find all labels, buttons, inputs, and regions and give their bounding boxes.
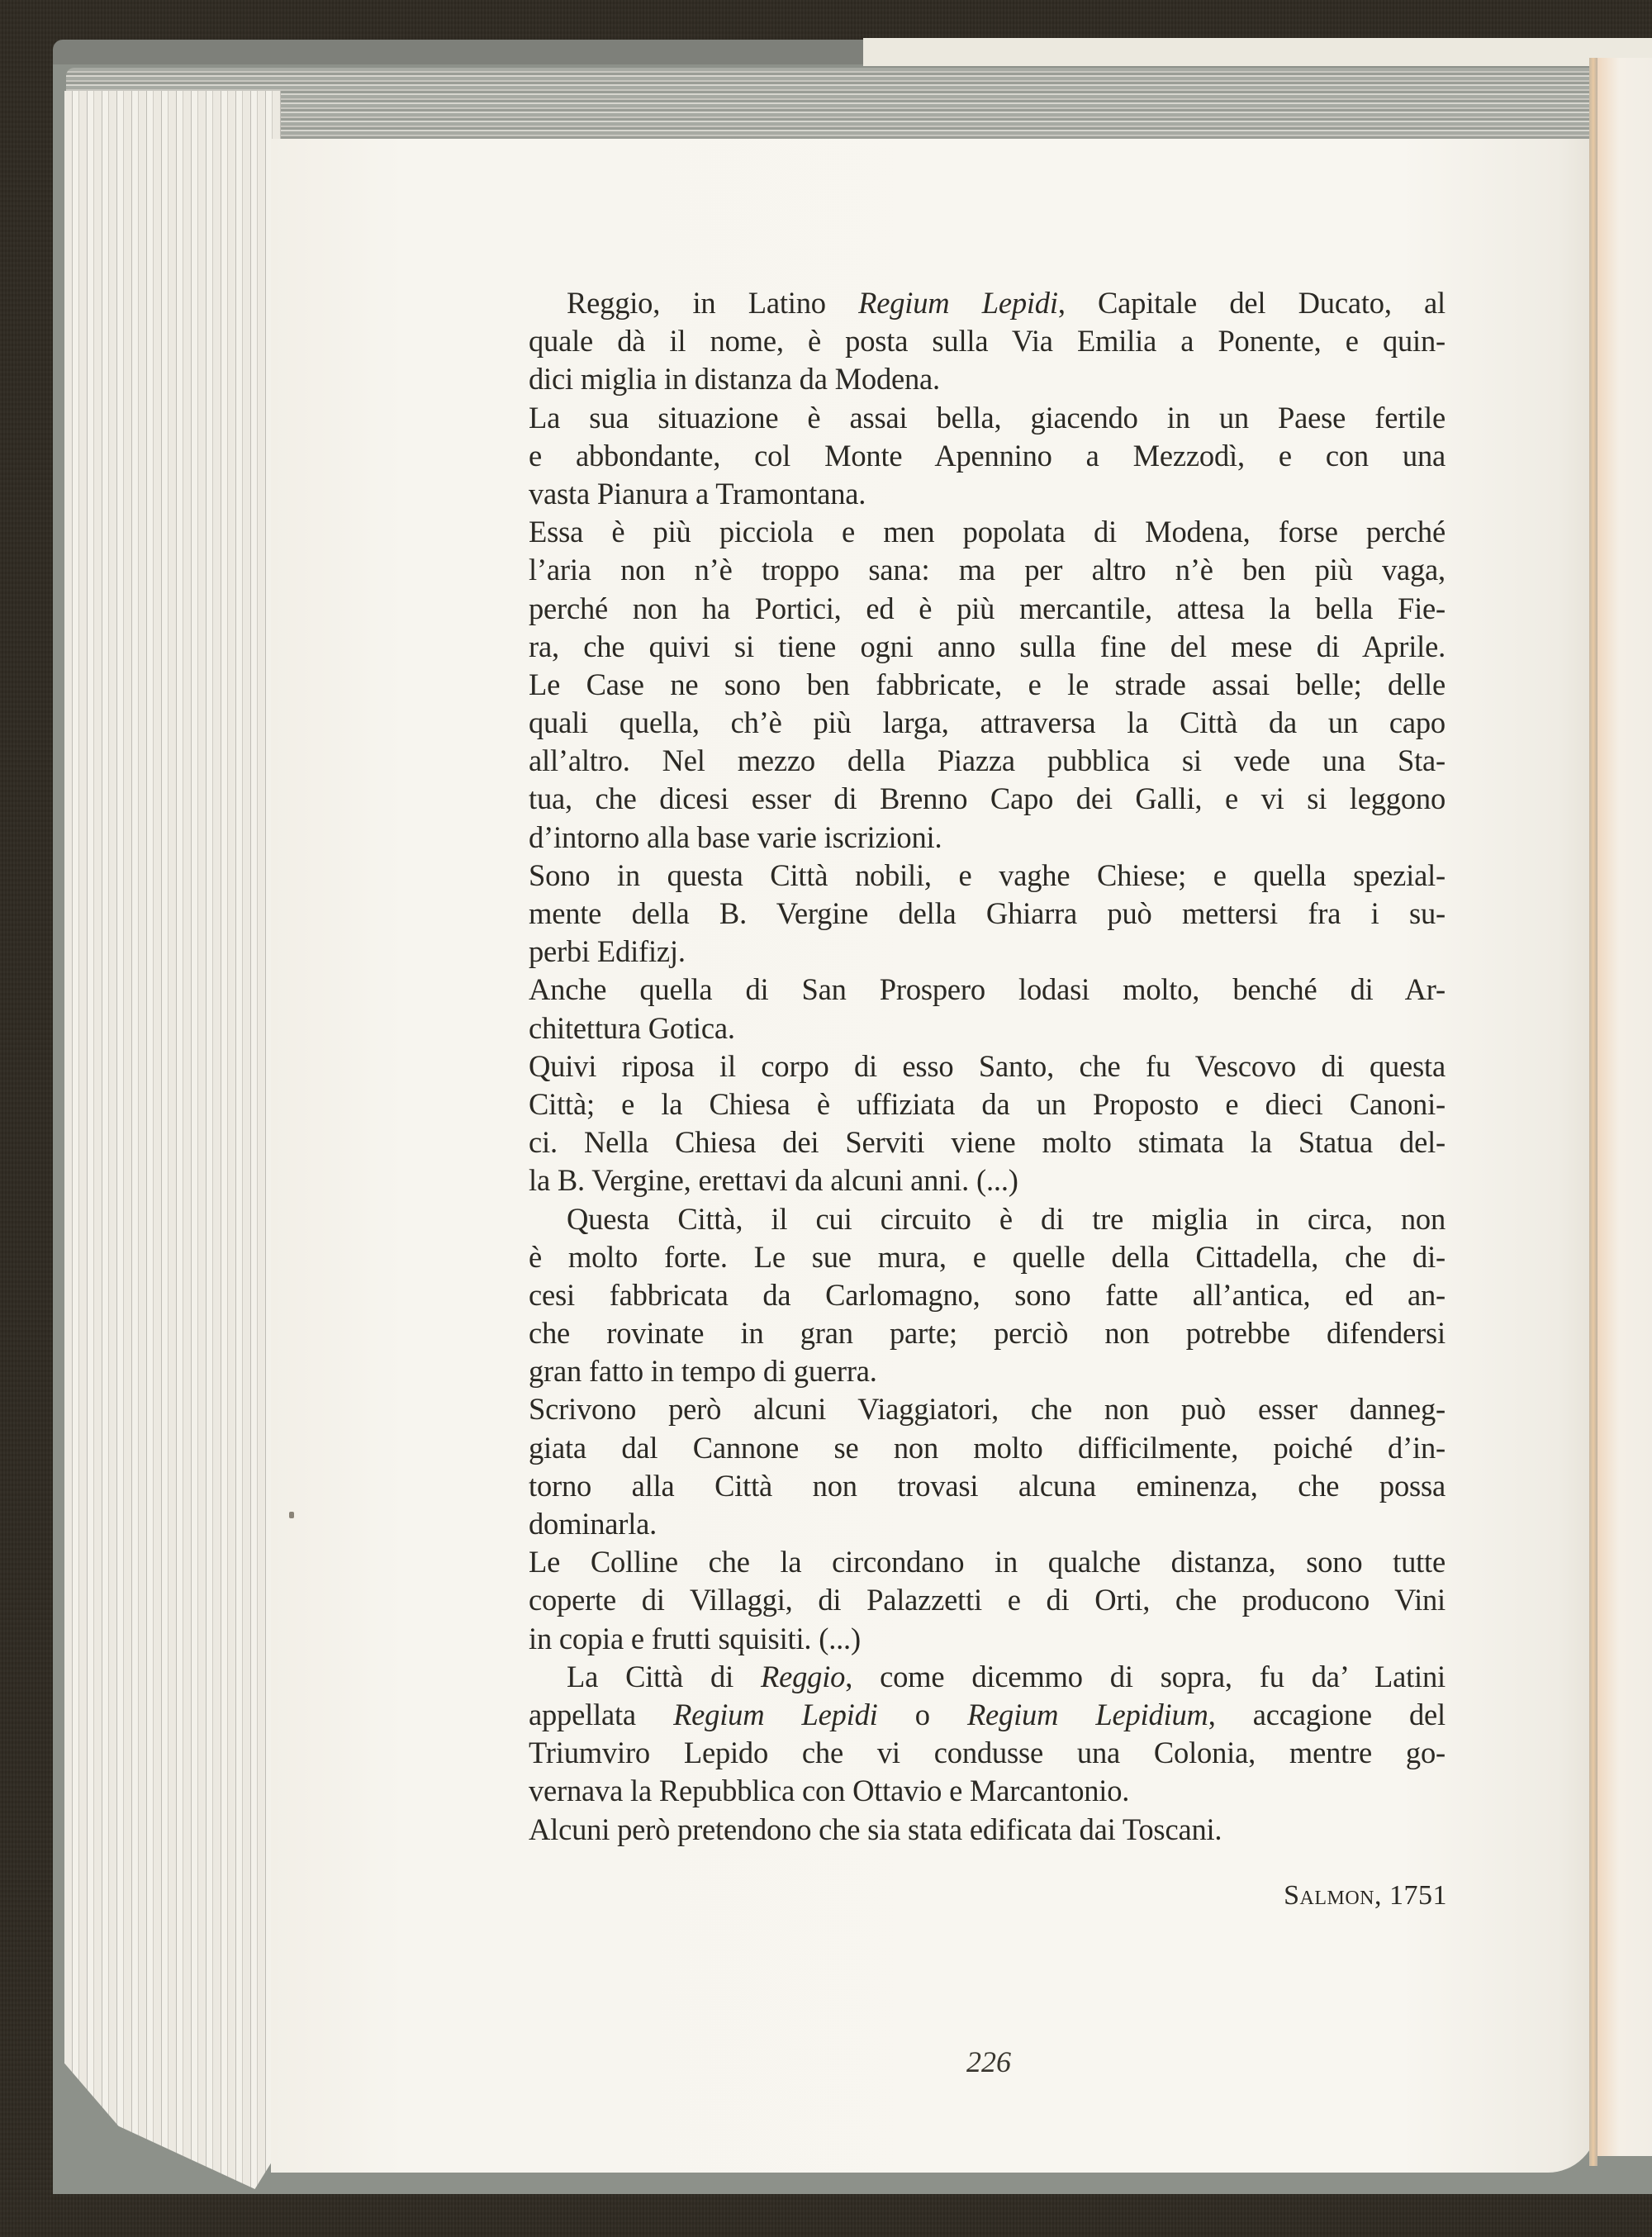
text-line: [529, 399, 1446, 437]
text-run: cesi fabbricata da Carlomagno, sono fatte all’antica, ed an-: [529, 1277, 1446, 1312]
text-run: , come dicemmo di sopra, fu da’ Latini: [845, 1659, 1446, 1693]
text-run: mente della B. Vergine della Ghiarra può mettersi fra i su-: [529, 896, 1446, 930]
text-run: ra, che quivi si tiene ogni anno sulla fine del mese di Aprile.: [529, 629, 1446, 663]
text-line: [529, 1352, 1446, 1390]
text-run: Scrivono però alcuni Viaggiatori, che non può esser danneg-: [529, 1392, 1446, 1427]
text-run: appellata: [529, 1697, 674, 1731]
text-line: [529, 1276, 1446, 1314]
text-line: [529, 1772, 1446, 1810]
italic-term: Reggio: [761, 1659, 846, 1693]
text-line: [529, 1505, 1446, 1543]
text-line: [529, 590, 1446, 628]
text-run: e abbondante, col Monte Apennino a Mezzodì, e con una: [529, 438, 1446, 473]
text-run: Triumviro Lepido che vi condusse una Colonia, mentre go-: [529, 1736, 1446, 1770]
body-text: [529, 284, 1446, 1849]
text-line: [529, 1314, 1446, 1352]
text-line: [529, 933, 1446, 971]
text-run: , accagione del: [1208, 1697, 1446, 1731]
text-line: [529, 551, 1446, 589]
text-run: Sono in questa Città nobili, e vaghe Chiese; e quella spezial-: [529, 857, 1446, 892]
text-run: all’altro. Nel mezzo della Piazza pubblica si vede una Sta-: [529, 743, 1446, 778]
text-run: quale dà il nome, è posta sulla Via Emilia a Ponente, e quin-: [529, 324, 1446, 359]
attribution-year: 1751: [1389, 1880, 1447, 1911]
text-run: l’aria non n’è troppo sana: ma per altro n’è ben più vaga,: [529, 553, 1446, 587]
text-run: chitettura Gotica.: [529, 1010, 735, 1045]
text-run: vernava la Repubblica con Ottavio e Marcantonio.: [529, 1774, 1130, 1808]
text-run: coperte di Villaggi, di Palazzetti e di Orti, che producono Vini: [529, 1583, 1446, 1617]
text-line: [529, 1009, 1446, 1047]
text-line: [529, 1467, 1446, 1505]
text-run: tua, che dicesi esser di Brenno Capo dei Galli, e vi si leggono: [529, 781, 1446, 816]
italic-term: Regium Lepidium: [966, 1697, 1208, 1731]
text-line: [529, 857, 1446, 895]
text-line: [529, 1161, 1446, 1199]
text-line: [529, 628, 1446, 666]
page-number: 226: [966, 2045, 1011, 2078]
text-run: Le Case ne sono ben fabbricate, e le strade assai belle; delle: [529, 667, 1446, 701]
text-line: [529, 1543, 1446, 1581]
text-run: , Capitale del Ducato, al: [1057, 286, 1446, 320]
text-run: Quivi riposa il corpo di esso Santo, che fu Vescovo di questa: [529, 1048, 1446, 1083]
text-line: [529, 666, 1446, 704]
text-line: [529, 1620, 1446, 1658]
text-run: è molto forte. Le sue mura, e quelle della Cittadella, che di-: [529, 1239, 1446, 1274]
text-run: quali quella, ch’è più larga, attraversa la Città da un capo: [529, 705, 1446, 740]
text-run: perché non ha Portici, ed è più mercantile, attesa la bella Fie-: [529, 591, 1446, 625]
page-stack-top-edges: [66, 68, 1602, 144]
text-run: dominarla.: [529, 1507, 657, 1541]
italic-term: Regium Lepidi: [673, 1697, 878, 1731]
text-line: [529, 1238, 1446, 1276]
text-run: la B. Vergine, erettavi da alcuni anni. (...): [529, 1163, 1018, 1198]
text-line: [529, 1085, 1446, 1123]
text-line: [529, 1047, 1446, 1085]
text-line: [529, 1658, 1446, 1696]
text-run: Alcuni però pretendono che sia stata edificata dai Toscani.: [529, 1812, 1222, 1846]
text-line: [529, 1200, 1446, 1238]
text-line: [529, 1811, 1446, 1849]
text-run: Le Colline che la circondano in qualche distanza, sono tutte: [529, 1545, 1446, 1579]
text-run: torno alla Città non trovasi alcuna eminenza, che possa: [529, 1468, 1446, 1503]
facing-page-top-edge: [863, 38, 1652, 66]
text-line: [529, 895, 1446, 933]
text-run: dici miglia in distanza da Modena.: [529, 362, 940, 397]
text-run: che rovinate in gran parte; perciò non potrebbe difendersi: [529, 1316, 1446, 1351]
text-line: [529, 1123, 1446, 1161]
book-gutter: [1589, 58, 1597, 2166]
text-line: [529, 284, 1446, 322]
facing-page-edge: [1597, 58, 1652, 2156]
text-line: [529, 437, 1446, 475]
text-run: o: [877, 1697, 967, 1731]
text-line: [529, 1429, 1446, 1467]
text-line: [529, 1696, 1446, 1734]
text-line: [529, 1581, 1446, 1619]
text-run: in copia e frutti squisiti. (...): [529, 1621, 861, 1655]
text-run: Questa Città, il cui circuito è di tre miglia in circa, non: [567, 1201, 1446, 1236]
text-line: [529, 971, 1446, 1009]
text-line: [529, 475, 1446, 513]
text-run: La sua situazione è assai bella, giacendo in un Paese fertile: [529, 400, 1446, 435]
text-run: perbi Edifizj.: [529, 934, 686, 969]
text-run: giata dal Cannone se non molto difficilmente, poiché d’in-: [529, 1430, 1446, 1465]
italic-term: Regium Lepidi: [858, 286, 1058, 320]
text-line: [529, 742, 1446, 780]
text-run: gran fatto in tempo di guerra.: [529, 1354, 877, 1389]
text-line: [529, 1390, 1446, 1428]
attribution-author: Salmon: [1284, 1880, 1374, 1911]
attribution: [1284, 1880, 1447, 1912]
text-line: [529, 1734, 1446, 1772]
text-line: [529, 322, 1446, 360]
text-line: [529, 360, 1446, 398]
text-line: [529, 513, 1446, 551]
text-run: Città; e la Chiesa è uffiziata da un Proposto e dieci Canoni-: [529, 1086, 1446, 1121]
text-run: Reggio, in Latino: [567, 286, 859, 320]
text-line: [529, 780, 1446, 818]
paper-speck: [289, 1512, 294, 1518]
page-stack-left-edges: [64, 91, 281, 2189]
text-run: Anche quella di San Prospero lodasi molto, benché di Ar-: [529, 972, 1446, 1007]
text-run: La Città di: [567, 1659, 762, 1693]
book-cover-top: [53, 40, 866, 64]
attribution-separator: ,: [1374, 1880, 1389, 1911]
text-line: [529, 704, 1446, 742]
text-run: d’intorno alla base varie iscrizioni.: [529, 819, 942, 854]
text-run: vasta Pianura a Tramontana.: [529, 476, 866, 511]
text-run: ci. Nella Chiesa dei Serviti viene molto stimata la Statua del-: [529, 1125, 1446, 1160]
text-line: [529, 819, 1446, 857]
text-run: Essa è più picciola e men popolata di Modena, forse perché: [529, 515, 1446, 549]
